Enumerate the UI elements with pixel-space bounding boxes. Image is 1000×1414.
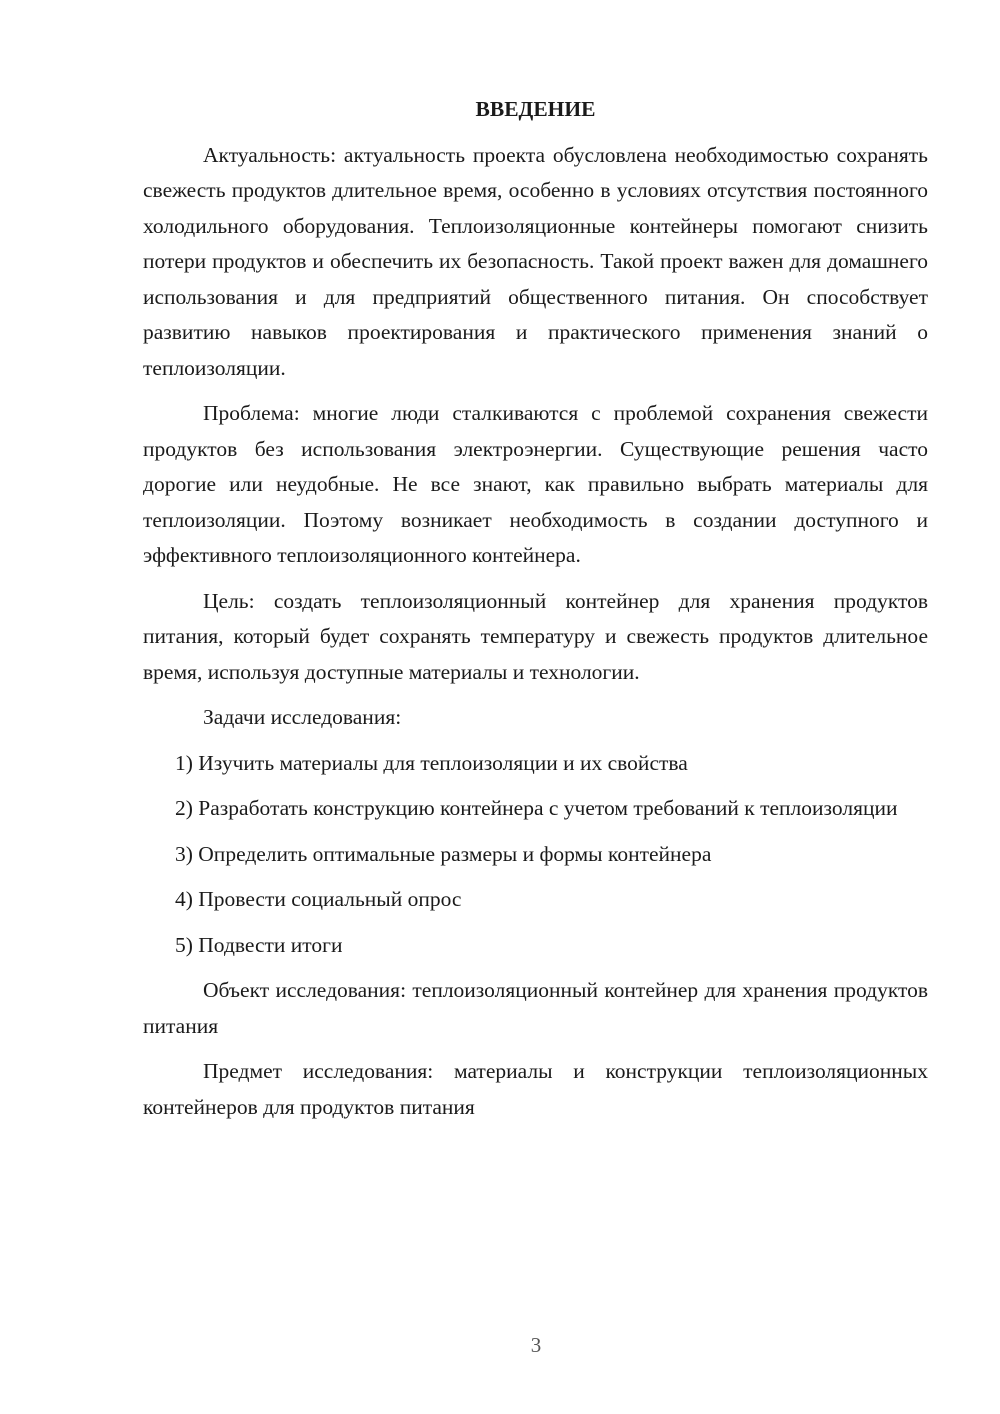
page-title: ВВЕДЕНИЕ [475,97,596,121]
page-number: 3 [530,1333,542,1357]
document-body [143,92,928,1135]
task-item-1: 1) Изучить материалы для теплоизоляции и их свойства [175,750,688,775]
paragraph-relevance: Актуальность: актуальность проекта обусловлена необходимостью сохранять свежесть продуктов длительное время, особенно в условиях отсутствия постоянного холодильного оборудования. Теплоизоляционные контейнеры помогают снизить потери продуктов и обеспечить их безопасность. Такой проект важен для домашнего использования и для предприятий общественного питания. Он способствует развитию навыков проектирования и практического применения знаний о теплоизоляции. [143,142,928,380]
task-item-5: 5) Подвести итоги [175,932,343,957]
task-item-4: 4) Провести социальный опрос [175,887,462,911]
paragraph-problem: Проблема: многие люди сталкиваются с проблемой сохранения свежести продуктов без использования электроэнергии. Существующие решения часто дорогие или неудобные. Не все знают, как правильно выбрать материалы для теплоизоляции. Поэтому возникает необходимость в создании доступного и эффективного теплоизоляционного контейнера. [143,401,928,567]
task-item-3: 3) Определить оптимальные размеры и формы контейнера [175,841,712,866]
paragraph-tasks-heading: Задачи исследования: [203,705,402,729]
paragraph-goal: Цель: создать теплоизоляционный контейнер для хранения продуктов питания, который будет сохранять температуру и свежесть продуктов длительное время, используя доступные материалы и технологии. [143,588,928,684]
paragraph-object: Объект исследования: теплоизоляционный контейнер для хранения продуктов питания [143,978,928,1038]
task-item-2: 2) Разработать конструкцию контейнера с учетом требований к теплоизоляции [175,796,898,820]
paragraph-subject: Предмет исследования: материалы и конструкции теплоизоляционных контейнеров для продуктов питания [143,1059,928,1119]
